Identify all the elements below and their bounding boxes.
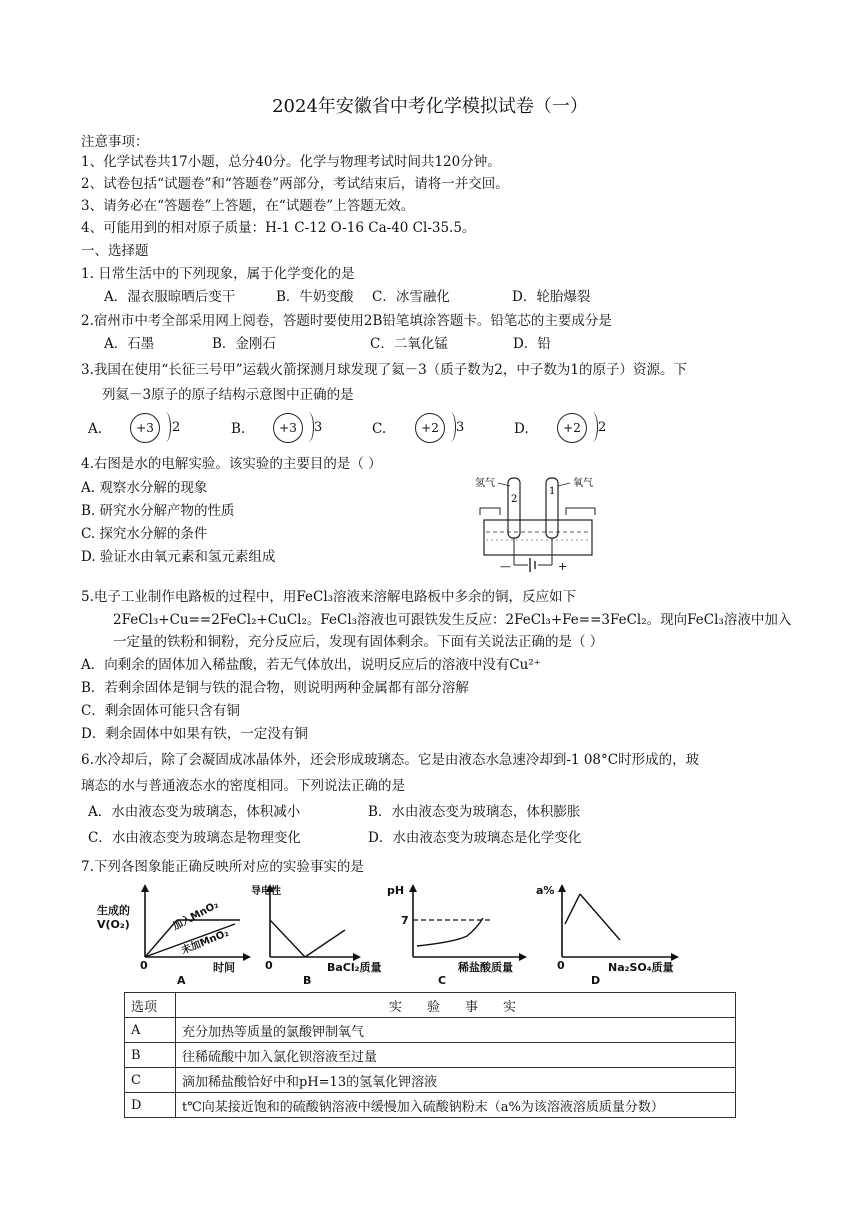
table-cell: A bbox=[125, 1018, 176, 1043]
q6-option-b: B．水由液态变为玻璃态，体积膨胀 bbox=[368, 804, 581, 820]
q1-option-d: D．轮胎爆裂 bbox=[512, 289, 591, 305]
question-3-stem: 3.我国在使用“长征三号甲”运载火箭探测月球发现了氦－3（质子数为2，中子数为1的原子）资源。下 bbox=[81, 362, 687, 378]
q3-option-c-label: C. bbox=[372, 421, 387, 437]
notice-heading: 注意事项： bbox=[81, 134, 149, 150]
q2-option-b: B．金刚石 bbox=[212, 336, 276, 352]
q7a-ylabel: 生成的 bbox=[97, 904, 130, 917]
q7c-letter: C bbox=[438, 974, 447, 987]
q1-option-b: B．牛奶变酸 bbox=[276, 289, 354, 305]
q7b-origin: 0 bbox=[265, 959, 273, 972]
q7c-xlabel: 稀盐酸质量 bbox=[458, 961, 513, 974]
electrolysis-apparatus-figure bbox=[470, 470, 605, 580]
q4-water-basin bbox=[484, 520, 592, 555]
q7d-origin: 0 bbox=[557, 959, 565, 972]
q3-a-shell-arc bbox=[160, 412, 171, 442]
q4-option-c: C. 探究水分解的条件 bbox=[81, 526, 208, 542]
q4-option-b: B. 研究水分解产物的性质 bbox=[81, 503, 235, 519]
question-4-stem: 4.右图是水的电解实验。该实验的主要目的是（ ） bbox=[81, 456, 382, 472]
q7c-tick: 7 bbox=[401, 914, 409, 927]
notice-item: 1、化学试卷共17小题，总分40分。化学与物理考试时间共120分钟。 bbox=[81, 154, 501, 170]
q2-option-d: D．铅 bbox=[513, 336, 551, 352]
table-cell: t℃向某接近饱和的硫酸钠溶液中缓慢加入硫酸钠粉末（a%为该溶液溶质质量分数） bbox=[176, 1093, 736, 1118]
q7-graphs-figure bbox=[95, 882, 690, 987]
question-1-stem: 1. 日常生活中的下列现象，属于化学变化的是 bbox=[81, 266, 355, 282]
q3-option-b-label: B. bbox=[231, 421, 246, 437]
q6-option-d: D．水由液态变为玻璃态是化学变化 bbox=[368, 830, 582, 846]
q1-option-c: C．冰雪融化 bbox=[372, 289, 450, 305]
notice-item: 2、试卷包括“试题卷”和“答题卷”两部分，考试结束后，请将一并交回。 bbox=[81, 176, 509, 192]
notice-item: 4、可能用到的相对原子质量：H-1 C-12 O-16 Ca-40 Cl-35.5。 bbox=[81, 220, 476, 236]
q4-plus-sign: + bbox=[558, 560, 568, 573]
q7-graph-c bbox=[387, 884, 527, 987]
question-2-stem: 2.宿州市中考全部采用网上阅卷，答题时要使用2B铅笔填涂答题卡。铅笔芯的主要成分是 bbox=[81, 313, 612, 329]
q3-c-shell-arc bbox=[445, 412, 456, 442]
q7b-ylabel bbox=[251, 884, 281, 897]
q7-graph-b bbox=[251, 884, 381, 987]
table-cell: 充分加热等质量的氯酸钾制氧气 bbox=[176, 1018, 736, 1043]
q3-c-shell: 3 bbox=[456, 420, 465, 435]
q7d-ylabel: a% bbox=[536, 884, 555, 897]
table-header-row bbox=[125, 993, 736, 1018]
table-header-cell: 选项 bbox=[125, 993, 176, 1018]
q4-left-gas-label: 氢气 bbox=[475, 478, 495, 489]
q4-right-tube-label: 1 bbox=[549, 486, 556, 497]
question-6-stem-cont: 璃态的水与普通液态水的密度相同。下列说法正确的是 bbox=[81, 778, 405, 794]
q4-option-a: A. 观察水分解的现象 bbox=[81, 480, 208, 496]
table-row bbox=[125, 1068, 736, 1093]
table-cell: 往稀硫酸中加入氯化钡溶液至过量 bbox=[176, 1043, 736, 1068]
q3-a-nucleus: +3 bbox=[130, 413, 160, 443]
q7a-origin: 0 bbox=[140, 959, 148, 972]
q7c-ylabel: pH bbox=[387, 884, 405, 897]
page-title: 2024年安徽省中考化学模拟试卷（一） bbox=[272, 96, 588, 117]
table-cell: C bbox=[125, 1068, 176, 1093]
q7d-xlabel: Na₂SO₄质量 bbox=[608, 961, 674, 974]
q3-d-nucleus: +2 bbox=[557, 413, 587, 443]
q2-option-a: A．石墨 bbox=[104, 336, 155, 352]
q7a-line-label-2: 未加MnO₂ bbox=[180, 927, 231, 957]
q6-option-a: A．水由液态变为玻璃态，体积减小 bbox=[88, 804, 301, 820]
q7-graph-d bbox=[536, 884, 679, 987]
question-5-equation: 2FeCl₃+Cu==2FeCl₂+CuCl₂。FeCl₃溶液也可跟铁发生反应：2FeCl₃+Fe==3FeCl₂。现向FeCl₃溶液中加入 bbox=[113, 612, 792, 628]
q3-b-shell-arc bbox=[303, 412, 314, 442]
table-cell: B bbox=[125, 1043, 176, 1068]
q3-b-shell: 3 bbox=[314, 420, 323, 435]
table-row bbox=[125, 1093, 736, 1118]
q7-graph-a bbox=[97, 884, 251, 987]
q7a-line-label-1: 加入MnO₂ bbox=[171, 899, 221, 933]
q6-option-c: C．水由液态变为玻璃态是物理变化 bbox=[88, 830, 301, 846]
q4-minus-sign: — bbox=[500, 560, 511, 573]
q3-d-shell-arc bbox=[587, 412, 598, 442]
table-row bbox=[125, 1043, 736, 1068]
q7b-letter: B bbox=[303, 974, 312, 987]
question-7-stem: 7.下列各图象能正确反映所对应的实验事实的是 bbox=[81, 859, 364, 875]
q7a-xlabel: 时间 bbox=[213, 961, 235, 974]
table-row bbox=[125, 1018, 736, 1043]
table-cell: D bbox=[125, 1093, 176, 1118]
table-header-cell: 实 验 事 实 bbox=[176, 993, 736, 1018]
q1-option-a: A．湿衣服晾晒后变干 bbox=[104, 289, 236, 305]
q2-option-c: C．二氧化锰 bbox=[370, 336, 448, 352]
question-5-stem-cont: 一定量的铁粉和铜粉，充分反应后，发现有固体剩余。下面有关说法正确的是（ ） bbox=[113, 634, 604, 650]
q7b-xlabel: BaCl₂质量 bbox=[327, 961, 382, 974]
q5-option-d: D．剩余固体中如果有铁，一定没有铜 bbox=[81, 726, 308, 742]
notice-item: 3、请务必在“答题卷”上答题，在“试题卷”上答题无效。 bbox=[81, 198, 415, 214]
q5-option-c: C．剩余固体可能只含有铜 bbox=[81, 703, 240, 719]
question-3-stem-cont: 列氦－3原子的原子结构示意图中正确的是 bbox=[102, 387, 354, 403]
q7a-ylabel-2: V(O₂) bbox=[97, 918, 130, 931]
q3-a-shell: 2 bbox=[172, 420, 181, 435]
q4-left-tube bbox=[508, 478, 520, 538]
q5-option-a: A．向剩余的固体加入稀盐酸，若无气体放出，说明反应后的溶液中没有Cu²⁺ bbox=[81, 657, 541, 673]
question-6-stem: 6.水冷却后，除了会凝固成冰晶体外，还会形成玻璃态。它是由液态水急速冷却到-1 08°C时形成的，玻 bbox=[81, 752, 700, 768]
q3-option-a-label: A. bbox=[88, 421, 103, 437]
q4-right-gas-label: 氧气 bbox=[573, 478, 593, 489]
q3-c-nucleus: +2 bbox=[415, 413, 445, 443]
q7-experiment-table bbox=[124, 992, 736, 1118]
q7a-letter: A bbox=[177, 974, 186, 987]
q4-left-tube-label: 2 bbox=[511, 494, 518, 505]
section-heading: 一、选择题 bbox=[81, 243, 149, 259]
q3-d-shell: 2 bbox=[598, 420, 607, 435]
q7b-ylabel-text: 导电性 bbox=[251, 886, 281, 897]
q7d-letter: D bbox=[591, 974, 601, 987]
question-5-stem: 5.电子工业制作电路板的过程中，用FeCl₃溶液来溶解电路板中多余的铜，反应如下 bbox=[81, 589, 577, 605]
table-cell: 滴加稀盐酸恰好中和pH=13的氢氧化钾溶液 bbox=[176, 1068, 736, 1093]
q3-option-d-label: D. bbox=[514, 421, 529, 437]
q4-option-d: D. 验证水由氧元素和氢元素组成 bbox=[81, 549, 276, 565]
q5-option-b: B．若剩余固体是铜与铁的混合物，则说明两种金属都有部分溶解 bbox=[81, 680, 469, 696]
q3-b-nucleus: +3 bbox=[273, 413, 303, 443]
